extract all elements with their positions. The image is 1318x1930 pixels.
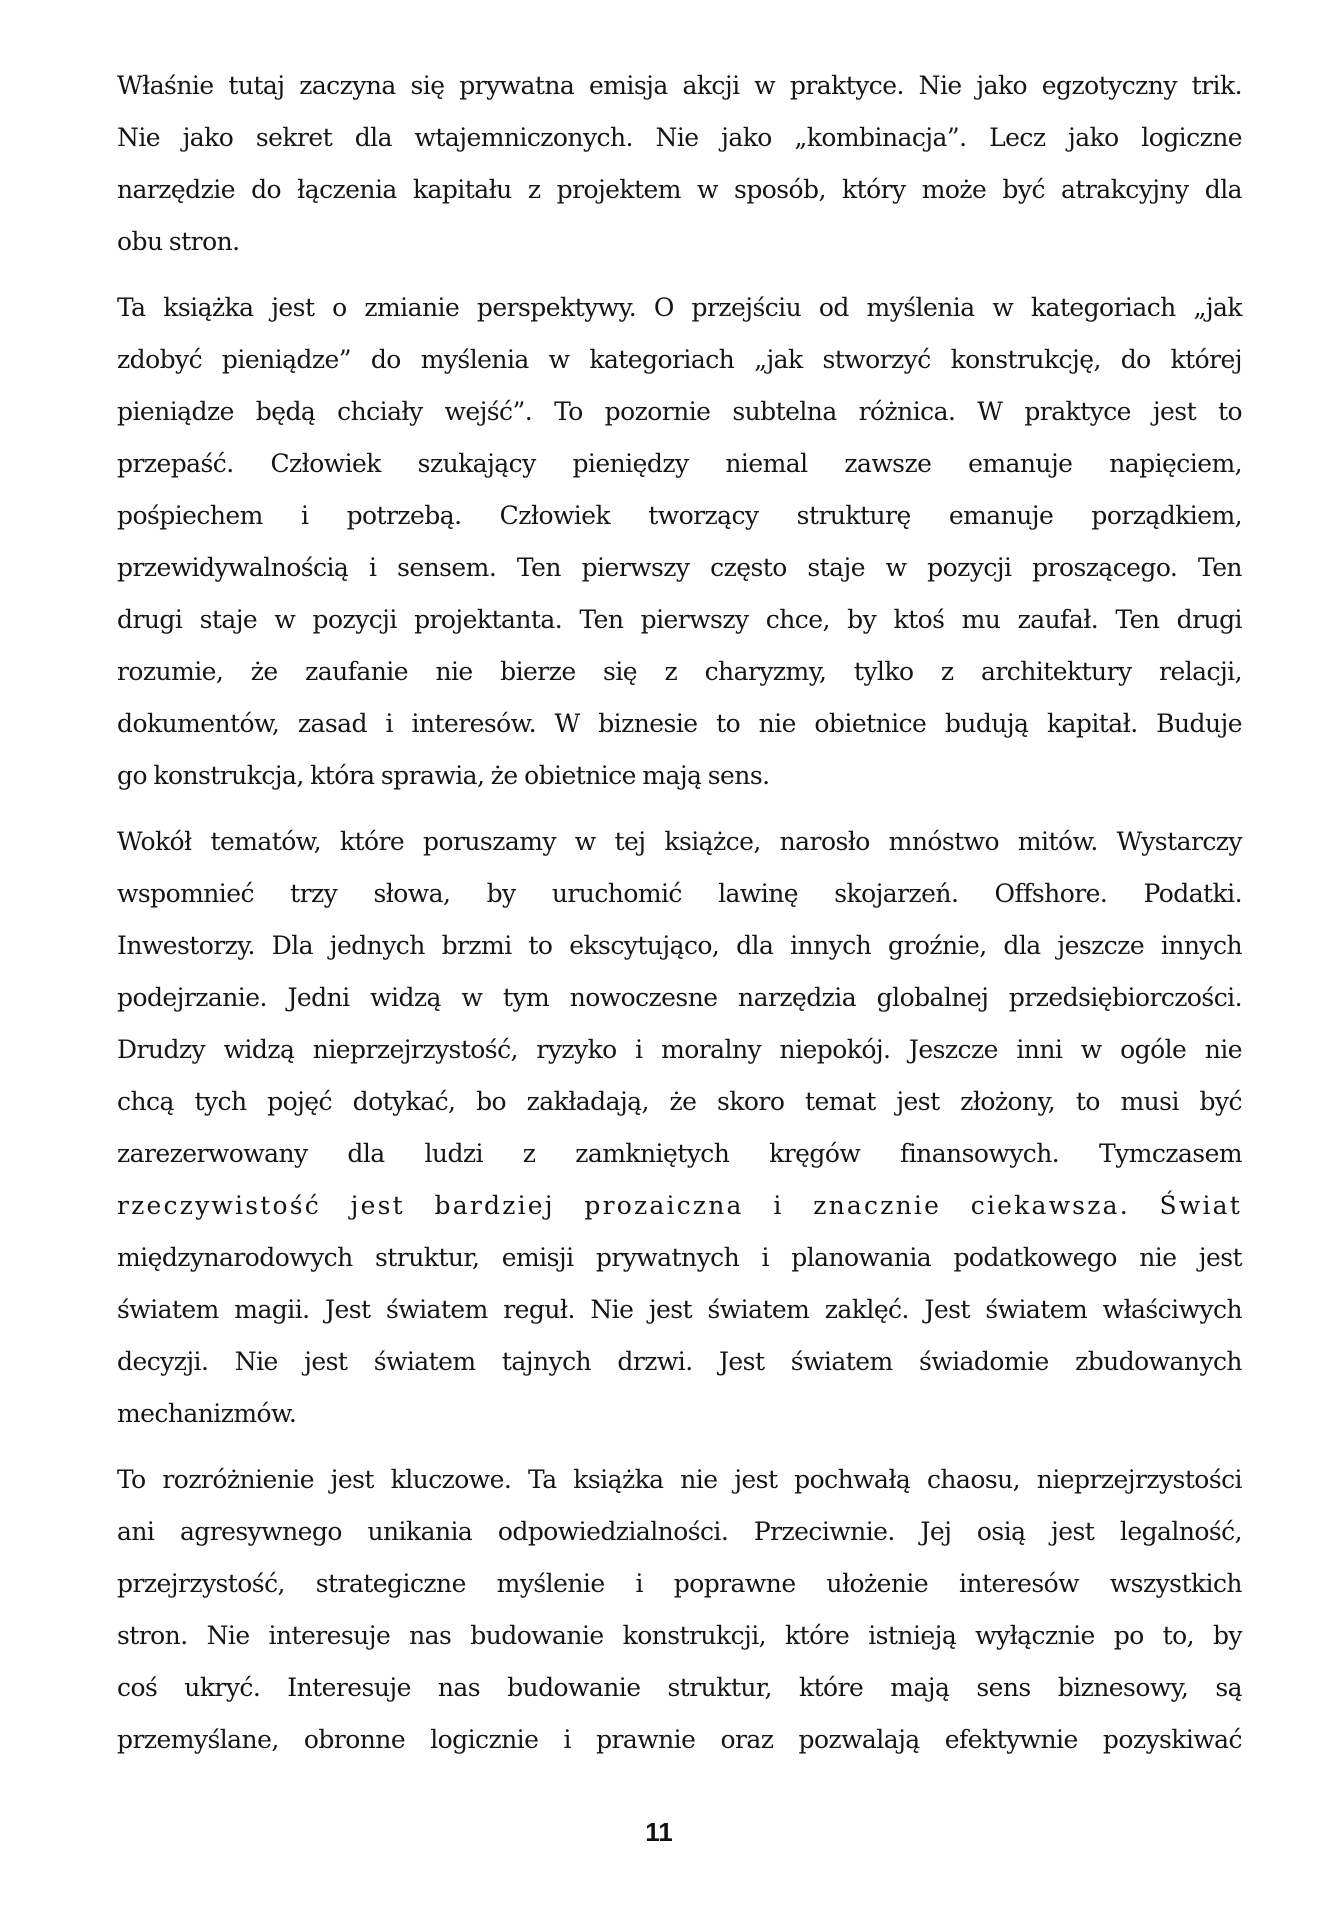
text-line: coś ukryć. Interesuje nas budowanie struktur, które mają sens biznesowy, są bbox=[117, 1673, 1242, 1702]
body-text bbox=[117, 60, 1242, 1780]
text-line: wspomnieć trzy słowa, by uruchomić lawinę skojarzeń. Offshore. Podatki. bbox=[117, 879, 1242, 908]
text-line: To rozróżnienie jest kluczowe. Ta książka nie jest pochwałą chaosu, nieprzejrzystości bbox=[117, 1465, 1242, 1494]
text-line: Właśnie tutaj zaczyna się prywatna emisja akcji w praktyce. Nie jako egzotyczny trik. bbox=[117, 71, 1242, 100]
text-line: Ta książka jest o zmianie perspektywy. O przejściu od myślenia w kategoriach „jak bbox=[117, 293, 1242, 322]
text-line: pośpiechem i potrzebą. Człowiek tworzący strukturę emanuje porządkiem, bbox=[117, 501, 1242, 530]
text-line: przemyślane, obronne logicznie i prawnie oraz pozwalają efektywnie pozyskiwać bbox=[117, 1725, 1242, 1754]
text-line: drugi staje w pozycji projektanta. Ten pierwszy chce, by ktoś mu zaufał. Ten drugi bbox=[117, 605, 1242, 634]
text-line: Drudzy widzą nieprzejrzystość, ryzyko i moralny niepokój. Jeszcze inni w ogóle nie bbox=[117, 1035, 1242, 1064]
text-line: go konstrukcja, która sprawia, że obietnice mają sens. bbox=[117, 761, 770, 790]
text-line: decyzji. Nie jest światem tajnych drzwi. Jest światem świadomie zbudowanych bbox=[117, 1347, 1242, 1376]
text-line: ani agresywnego unikania odpowiedzialności. Przeciwnie. Jej osią jest legalność, bbox=[117, 1517, 1242, 1546]
paragraph-3 bbox=[117, 816, 1242, 1440]
text-line: mechanizmów. bbox=[117, 1399, 297, 1428]
text-line: przewidywalnością i sensem. Ten pierwszy często staje w pozycji proszącego. Ten bbox=[117, 553, 1242, 582]
text-line: rozumie, że zaufanie nie bierze się z charyzmy, tylko z architektury relacji, bbox=[117, 657, 1242, 686]
paragraph-1 bbox=[117, 60, 1242, 268]
text-line: przejrzystość, strategiczne myślenie i poprawne ułożenie interesów wszystkich bbox=[117, 1569, 1242, 1598]
text-line: zarezerwowany dla ludzi z zamkniętych kręgów finansowych. Tymczasem bbox=[117, 1139, 1242, 1168]
text-line: chcą tych pojęć dotykać, bo zakładają, że skoro temat jest złożony, to musi być bbox=[117, 1087, 1242, 1116]
text-line: stron. Nie interesuje nas budowanie konstrukcji, które istnieją wyłącznie po to, by bbox=[117, 1621, 1242, 1650]
text-line: przepaść. Człowiek szukający pieniędzy niemal zawsze emanuje napięciem, bbox=[117, 449, 1242, 478]
text-line: światem magii. Jest światem reguł. Nie jest światem zaklęć. Jest światem właściwych bbox=[117, 1295, 1242, 1324]
text-line: Inwestorzy. Dla jednych brzmi to ekscytująco, dla innych groźnie, dla jeszcze innych bbox=[117, 931, 1242, 960]
text-line: pieniądze będą chciały wejść”. To pozornie subtelna różnica. W praktyce jest to bbox=[117, 397, 1242, 426]
text-line: rzeczywistość jest bardziej prozaiczna i znacznie ciekawsza. Świat bbox=[117, 1191, 1242, 1220]
text-line: Nie jako sekret dla wtajemniczonych. Nie jako „kombinacja”. Lecz jako logiczne bbox=[117, 123, 1242, 152]
text-line: zdobyć pieniądze” do myślenia w kategoriach „jak stworzyć konstrukcję, do której bbox=[117, 345, 1242, 374]
text-line: obu stron. bbox=[117, 227, 240, 256]
text-line: międzynarodowych struktur, emisji prywatnych i planowania podatkowego nie jest bbox=[117, 1243, 1242, 1272]
paragraph-4 bbox=[117, 1454, 1242, 1766]
text-line: Wokół tematów, które poruszamy w tej książce, narosło mnóstwo mitów. Wystarczy bbox=[117, 827, 1242, 856]
page-number: 11 bbox=[645, 1817, 673, 1847]
paragraph-2 bbox=[117, 282, 1242, 802]
text-line: narzędzie do łączenia kapitału z projektem w sposób, który może być atrakcyjny dla bbox=[117, 175, 1242, 204]
text-line: podejrzanie. Jedni widzą w tym nowoczesne narzędzia globalnej przedsiębiorczości. bbox=[117, 983, 1242, 1012]
text-line: dokumentów, zasad i interesów. W biznesie to nie obietnice budują kapitał. Buduje bbox=[117, 709, 1242, 738]
